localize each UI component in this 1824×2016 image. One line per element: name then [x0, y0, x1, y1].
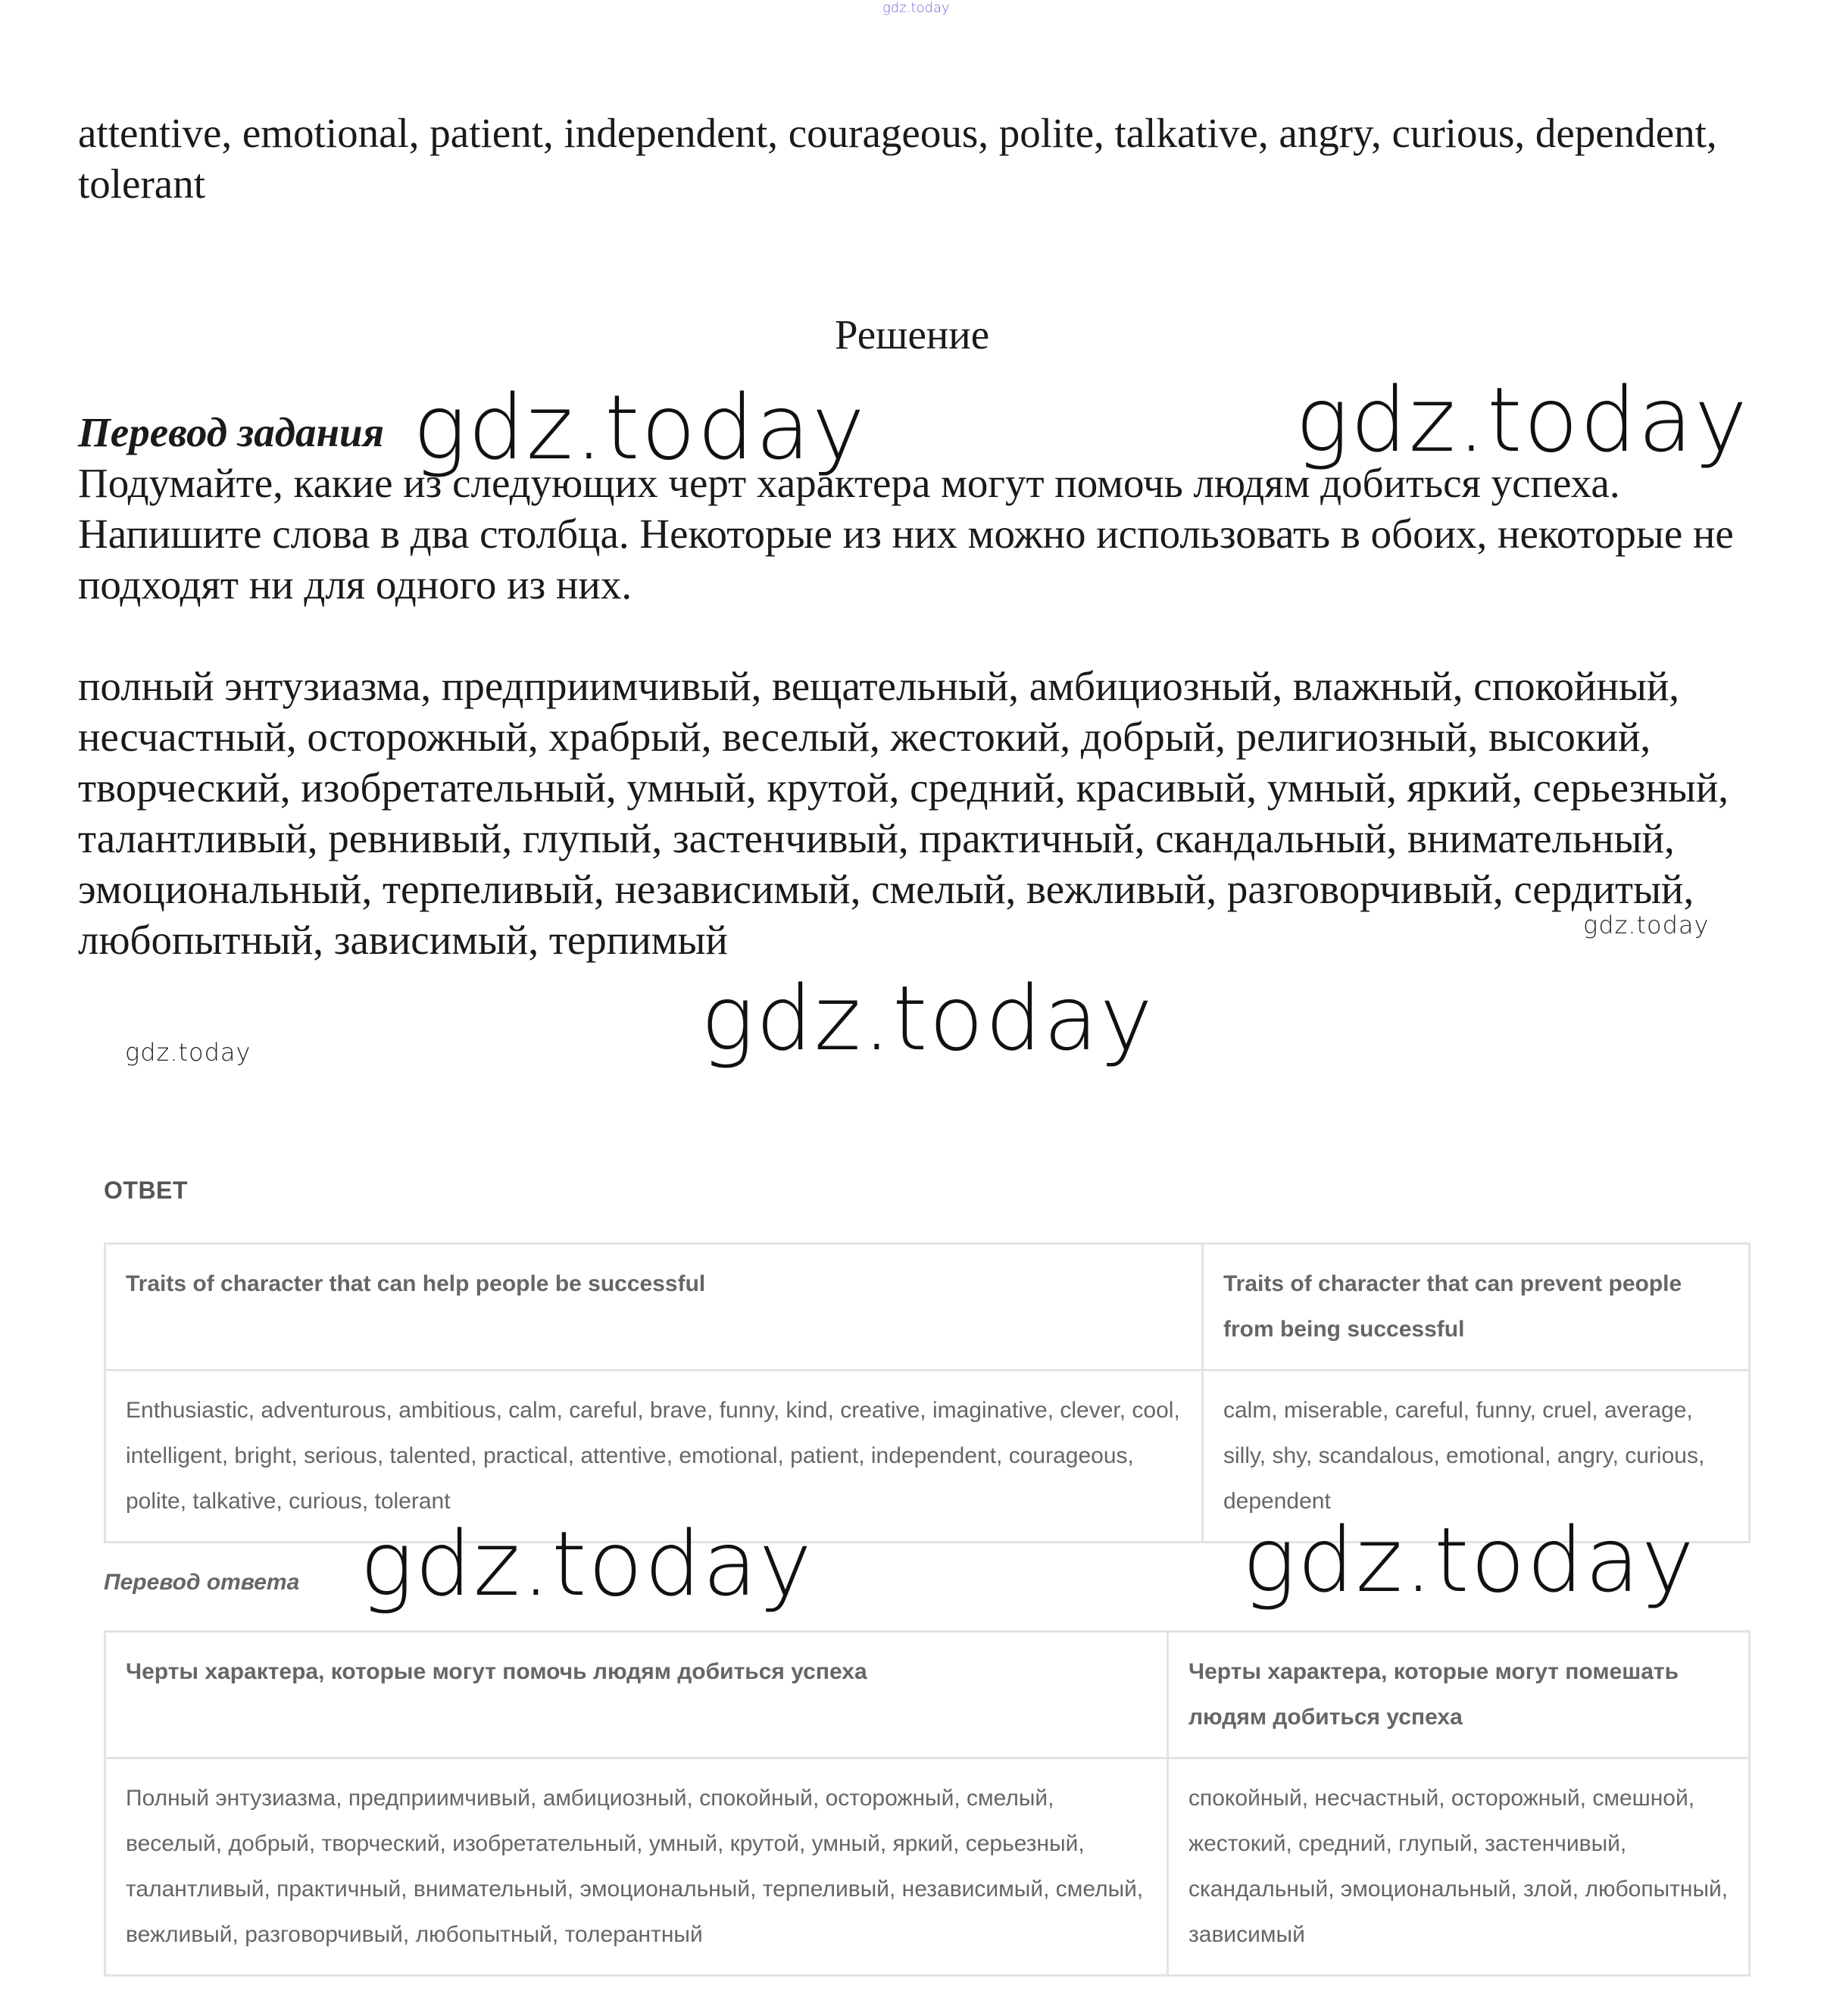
table-cell-help: Enthusiastic, adventurous, ambitious, calm, careful, brave, funny, kind, creative, imaginative, clever, cool, intelligent, bright, serious, talented, practical, attentive, emotional, patient, independent, courageous, polite, talkative, curious, tolerant	[105, 1371, 1203, 1542]
answer-translation-table	[104, 1630, 1751, 1977]
table-header-row	[105, 1632, 1750, 1758]
solution-heading: Решение	[834, 311, 990, 358]
watermark-large: gdz.today	[360, 1511, 814, 1616]
table-header-cell-prevent: Traits of character that can prevent people from being successful	[1203, 1244, 1750, 1371]
answer-label: ОТВЕТ	[104, 1177, 188, 1204]
answer-translation-label: Перевод ответа	[104, 1570, 300, 1595]
table-cell-prevent-ru: спокойный, несчастный, осторожный, смешной, жестокий, средний, глупый, застенчивый, скандальный, эмоциональный, злой, любопытный, зависимый	[1168, 1758, 1750, 1976]
task-translation-words: полный энтузиазма, предприимчивый, вещательный, амбициозный, влажный, спокойный, несчастный, осторожный, храбрый, веселый, жестокий, добрый, религиозный, высокий, творческий, изобретательный, умный, крутой, средний, красивый, умный, яркий, серьезный, талантливый, ревнивый, глупый, застенчивый, практичный, скандальный, внимательный, эмоциональный, терпеливый, независимый, смелый, вежливый, разговорчивый, сердитый, любопытный, зависимый, терпимый	[78, 663, 1729, 963]
watermark-large: gdz.today	[701, 966, 1154, 1071]
table-cell-prevent: calm, miserable, careful, funny, cruel, average, silly, shy, scandalous, emotional, angry, curious, dependent	[1203, 1371, 1750, 1542]
watermark-top: gdz.today	[882, 0, 950, 16]
table-header-cell-prevent-ru: Черты характера, которые могут помешать людям добиться успеха	[1168, 1632, 1750, 1758]
watermark-large: gdz.today	[1295, 367, 1749, 472]
watermark-small: gdz.today	[125, 1038, 251, 1067]
watermark-large: gdz.today	[1242, 1508, 1696, 1612]
table-row	[105, 1758, 1750, 1976]
task-translation-text: Подумайте, какие из следующих черт характера могут помочь людям добиться успеха. Напишите слова в два столбца. Некоторые из них можно использовать в обоих, некоторые не подходят ни для одного из них.	[78, 460, 1734, 608]
table-cell-help-ru: Полный энтузиазма, предприимчивый, амбициозный, спокойный, осторожный, смелый, веселый, добрый, творческий, изобретательный, умный, крутой, умный, яркий, серьезный, талантливый, практичный, внимательный, эмоциональный, терпеливый, независимый, смелый, вежливый, разговорчивый, любопытный, толерантный	[105, 1758, 1168, 1976]
table-header-row	[105, 1244, 1750, 1371]
watermark-small: gdz.today	[1583, 911, 1710, 939]
answer-table	[104, 1242, 1751, 1543]
table-header-cell-help-ru: Черты характера, которые могут помочь людям добиться успеха	[105, 1632, 1168, 1758]
table-header-cell-help: Traits of character that can help people be successful	[105, 1244, 1203, 1371]
task-word-list: attentive, emotional, patient, independent, courageous, polite, talkative, angry, curious, dependent, tolerant	[78, 110, 1717, 207]
watermark-large: gdz.today	[413, 375, 867, 480]
task-translation-heading: Перевод задания	[78, 409, 384, 455]
